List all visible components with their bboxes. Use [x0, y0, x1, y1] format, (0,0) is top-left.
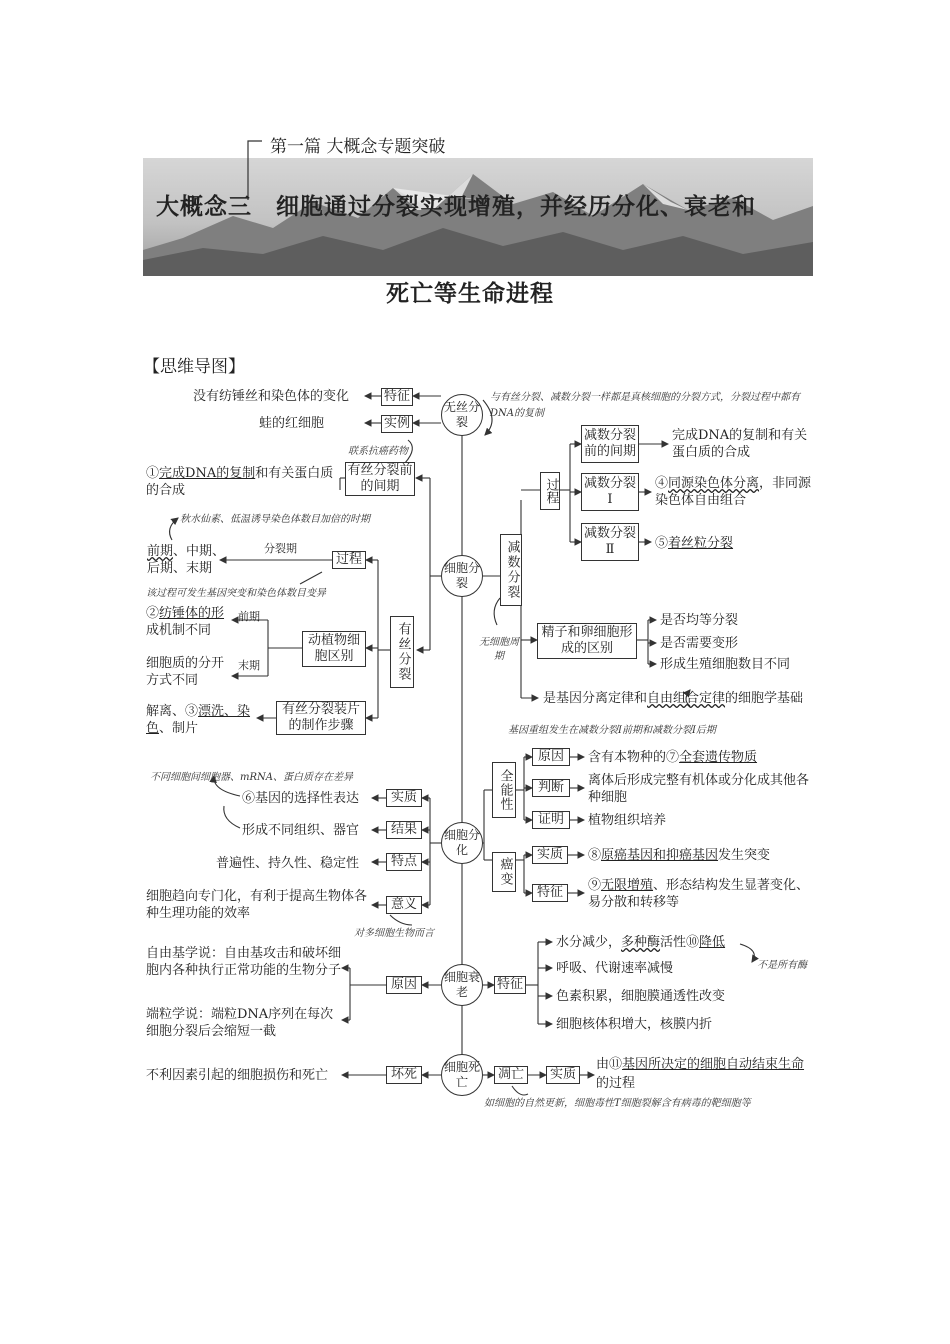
- differentiation-essence-text: ⑥基因的选择性表达: [242, 791, 360, 806]
- amitosis-feature-box: 特征: [381, 388, 413, 406]
- amitosis-example-text: 蛙的红细胞: [259, 416, 325, 431]
- aging-feature-box: 特征: [494, 976, 526, 994]
- difference-item1-line2: 成机制不同: [146, 623, 212, 638]
- apoptosis-essence-box: 实质: [546, 1066, 580, 1084]
- cell-aging-node: 细胞衰老: [441, 964, 483, 1006]
- necrosis-box: 坏死: [386, 1066, 422, 1084]
- totipotency-cause-text: 含有本物种的⑦全套遗传物质: [588, 750, 758, 765]
- differentiation-result-box: 结果: [386, 821, 422, 839]
- differentiation-significance-box: 意义: [386, 896, 422, 914]
- phases-line2: 后期、末期: [147, 561, 213, 576]
- meiosis-vbox: 减数分裂: [500, 534, 522, 606]
- recombination-note: 基因重组发生在减数分裂Ⅰ前期和减数分裂Ⅰ后期: [508, 725, 716, 736]
- telophase-label: 末期: [238, 659, 260, 672]
- aging-feature-4: 细胞核体积增大，核膜内折: [556, 1017, 713, 1032]
- differentiation-significance-text: 细胞趋向专门化，有利于提高生物体各种生理功能的效率: [146, 889, 368, 921]
- differentiation-trait-text: 普遍性、持久性、稳定性: [216, 856, 360, 871]
- cancer-essence-text: ⑧原癌基因和抑癌基因发生突变: [588, 848, 771, 863]
- telomere-theory: 端粒学说：端粒DNA序列在每次细胞分裂后会缩短一截: [146, 1007, 334, 1039]
- meiosis-one-text: ④同源染色体分离，非同源染色体自由组合: [655, 476, 812, 508]
- totipotency-vbox: 全能性: [492, 762, 516, 818]
- cancer-feature-text: ⑨无限增殖、形态结构发生显著变化、易分散和转移等: [588, 878, 810, 910]
- meiosis-process-box: 过程: [540, 472, 560, 510]
- not-all-enzymes-note: 不是所有酶: [757, 960, 807, 971]
- apoptosis-essence-line2: 的过程: [596, 1076, 636, 1091]
- canceration-vbox: 癌变: [492, 852, 516, 892]
- plant-animal-difference-box: 动植物细胞区别: [302, 631, 366, 667]
- totipotency-judge-box: 判断: [532, 779, 570, 797]
- series-label: 第一篇 大概念专题突破: [270, 137, 446, 157]
- mitosis-vbox: 有丝分裂: [390, 616, 414, 688]
- gamete-difference-box: 精子和卵细胞形成的区别: [537, 623, 637, 659]
- totipotency-proof-text: 植物组织培养: [588, 813, 667, 828]
- amitosis-note: 与有丝分裂、减数分裂一样都是真核细胞的分裂方式，分裂过程中都有DNA的复制: [490, 392, 800, 419]
- totipotency-proof-box: 证明: [532, 811, 570, 829]
- meiosis-interphase-box: 减数分裂前的间期: [581, 425, 639, 463]
- no-cell-cycle-note: 无细胞周期: [479, 637, 519, 662]
- cell-division-node: 细胞分裂: [441, 555, 483, 597]
- meiosis-two-text: ⑤着丝粒分裂: [655, 536, 734, 551]
- section-label: 【思维导图】: [143, 357, 245, 377]
- interphase-note: 联系抗癌药物: [348, 446, 408, 457]
- process-box: 过程: [332, 551, 366, 569]
- amitosis-example-box: 实例: [381, 415, 413, 433]
- apoptosis-note: 如细胞的自然更新，细胞毒性T细胞裂解含有病毒的靶细胞等: [484, 1098, 751, 1109]
- division-phase-label: 分裂期: [264, 542, 297, 555]
- gamete-difference-2: 是否需要变形: [660, 636, 739, 651]
- cell-differentiation-node: 细胞分化: [441, 822, 483, 864]
- cell-death-node: 细胞死亡: [441, 1054, 483, 1096]
- differentiation-result-text: 形成不同组织、器官: [242, 823, 360, 838]
- amitosis-feature-text: 没有纺锤丝和染色体的变化: [193, 389, 350, 404]
- differentiation-note-bottom: 对多细胞生物而言: [354, 928, 434, 939]
- interphase-text: ①完成DNA的复制和有关蛋白质的合成: [146, 466, 334, 498]
- genetic-basis-text: 是基因分离定律和自由组合定律的细胞学基础: [543, 691, 804, 706]
- totipotency-cause-box: 原因: [532, 748, 570, 766]
- apoptosis-essence-line1: 由⑪基因所决定的细胞自动结束生命: [596, 1057, 805, 1072]
- prophase-label: 前期: [238, 610, 260, 623]
- cancer-feature-box: 特征: [532, 884, 568, 902]
- aging-feature-3: 色素积累，细胞膜通透性改变: [556, 989, 726, 1004]
- totipotency-judge-text: 离体后形成完整有机体或分化成其他各种细胞: [588, 773, 810, 805]
- necrosis-text: 不利因素引起的细胞损伤和死亡: [146, 1068, 329, 1083]
- meiosis-one-box: 减数分裂Ⅰ: [581, 473, 639, 511]
- differentiation-note-top: 不同细胞间细胞器、mRNA、蛋白质存在差异: [150, 772, 353, 783]
- page-title-line2: 死亡等生命进程: [386, 280, 554, 307]
- aging-feature-2: 呼吸、代谢速率减慢: [556, 961, 674, 976]
- cancer-essence-box: 实质: [532, 846, 568, 864]
- aging-cause-box: 原因: [386, 976, 422, 994]
- difference-item2: 细胞质的分开方式不同: [146, 656, 225, 688]
- aging-feature-1: 水分减少，多种酶活性⑩降低: [556, 935, 726, 950]
- slide-preparation-box: 有丝分裂装片的制作步骤: [276, 701, 366, 735]
- meiosis-two-box: 减数分裂Ⅱ: [581, 523, 639, 561]
- process-note-top: 秋水仙素、低温诱导染色体数目加倍的时期: [180, 514, 370, 525]
- interphase-box: 有丝分裂前的间期: [345, 462, 415, 496]
- gamete-difference-3: 形成生殖细胞数目不同: [660, 657, 791, 672]
- meiosis-interphase-text: 完成DNA的复制和有关蛋白质的合成: [672, 428, 808, 460]
- free-radical-theory: 自由基学说：自由基攻击和破坏细胞内各种执行正常功能的生物分子: [146, 946, 342, 978]
- amitosis-node: 无丝分裂: [441, 394, 483, 436]
- differentiation-trait-box: 特点: [386, 853, 422, 871]
- slide-steps-line2: 色、制片: [146, 721, 199, 736]
- phases-line1: 前期、中期、: [147, 544, 226, 559]
- slide-steps-line1: 解离、③漂洗、染: [146, 704, 251, 719]
- apoptosis-box: 凋亡: [494, 1066, 528, 1084]
- difference-item1-line1: ②纺锤体的形: [146, 606, 225, 621]
- gamete-difference-1: 是否均等分裂: [660, 613, 739, 628]
- page-title-line1: 大概念三 细胞通过分裂实现增殖，并经历分化、衰老和: [156, 193, 756, 220]
- process-note-bottom: 该过程可发生基因突变和染色体数目变异: [146, 588, 326, 599]
- differentiation-essence-box: 实质: [386, 789, 422, 807]
